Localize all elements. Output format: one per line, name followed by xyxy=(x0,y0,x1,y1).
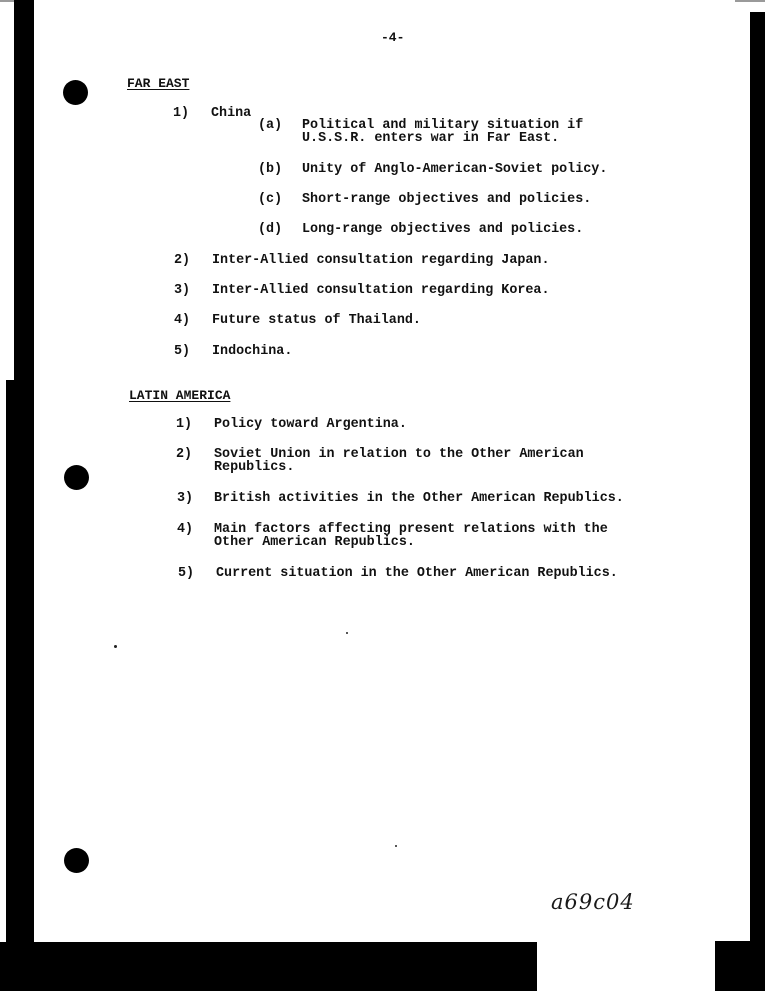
item-number: 5) xyxy=(174,344,191,359)
subitem-letter: (b) xyxy=(258,162,283,177)
item-text: China xyxy=(211,106,252,121)
item-number: 2) xyxy=(176,447,193,462)
item-text-line: Soviet Union in relation to the Other American xyxy=(214,447,584,462)
subitem-letter: (a) xyxy=(258,118,283,133)
item-number: 2) xyxy=(174,253,191,268)
subitem-letter: (c) xyxy=(258,192,283,207)
item-number: 3) xyxy=(174,283,191,298)
scan-speck xyxy=(114,645,117,648)
item-text-line: Future status of Thailand. xyxy=(212,313,421,328)
item-number: 1) xyxy=(173,106,190,121)
item-text-line: Inter-Allied consultation regarding Japan. xyxy=(212,253,550,268)
subitem-text-line: Long-range objectives and policies. xyxy=(302,222,584,237)
section-heading-latin-america: LATIN AMERICA xyxy=(129,388,231,403)
subitem-text-line: Short-range objectives and policies. xyxy=(302,192,592,207)
item-number: 4) xyxy=(177,522,194,537)
item-text-line: Indochina. xyxy=(212,344,293,359)
item-text-line: Main factors affecting present relations with the xyxy=(214,522,608,537)
subitem-letter: (d) xyxy=(258,222,283,237)
punch-hole-middle xyxy=(64,465,89,490)
top-scan-rule-right xyxy=(735,0,765,2)
right-scan-border xyxy=(750,12,765,991)
page-number: -4- xyxy=(381,30,405,45)
subitem-text-line: Political and military situation if xyxy=(302,118,584,133)
item-text-line: British activities in the Other American Republics. xyxy=(214,491,624,506)
handwritten-annotation: a69c04 xyxy=(551,890,635,914)
subitem-text-line: Unity of Anglo-American-Soviet policy. xyxy=(302,162,608,177)
item-number: 4) xyxy=(174,313,191,328)
item-text-line: Policy toward Argentina. xyxy=(214,417,407,432)
item-text-line: Republics. xyxy=(214,460,295,475)
bottom-right-scan-border xyxy=(715,941,765,991)
item-number: 1) xyxy=(176,417,193,432)
item-text-line: Other American Republics. xyxy=(214,535,415,550)
scan-speck xyxy=(346,632,348,634)
item-number: 3) xyxy=(177,491,194,506)
item-number: 5) xyxy=(178,566,195,581)
item-text-line: Current situation in the Other American Republics. xyxy=(216,566,618,581)
item-text-line: Inter-Allied consultation regarding Korea. xyxy=(212,283,550,298)
scan-speck xyxy=(395,845,397,847)
punch-hole-top xyxy=(63,80,88,105)
bottom-scan-border xyxy=(0,942,537,991)
left-scan-border-lower xyxy=(6,380,34,991)
punch-hole-bottom xyxy=(64,848,89,873)
section-heading-far-east: FAR EAST xyxy=(127,76,190,91)
subitem-text-line: U.S.S.R. enters war in Far East. xyxy=(302,131,560,146)
